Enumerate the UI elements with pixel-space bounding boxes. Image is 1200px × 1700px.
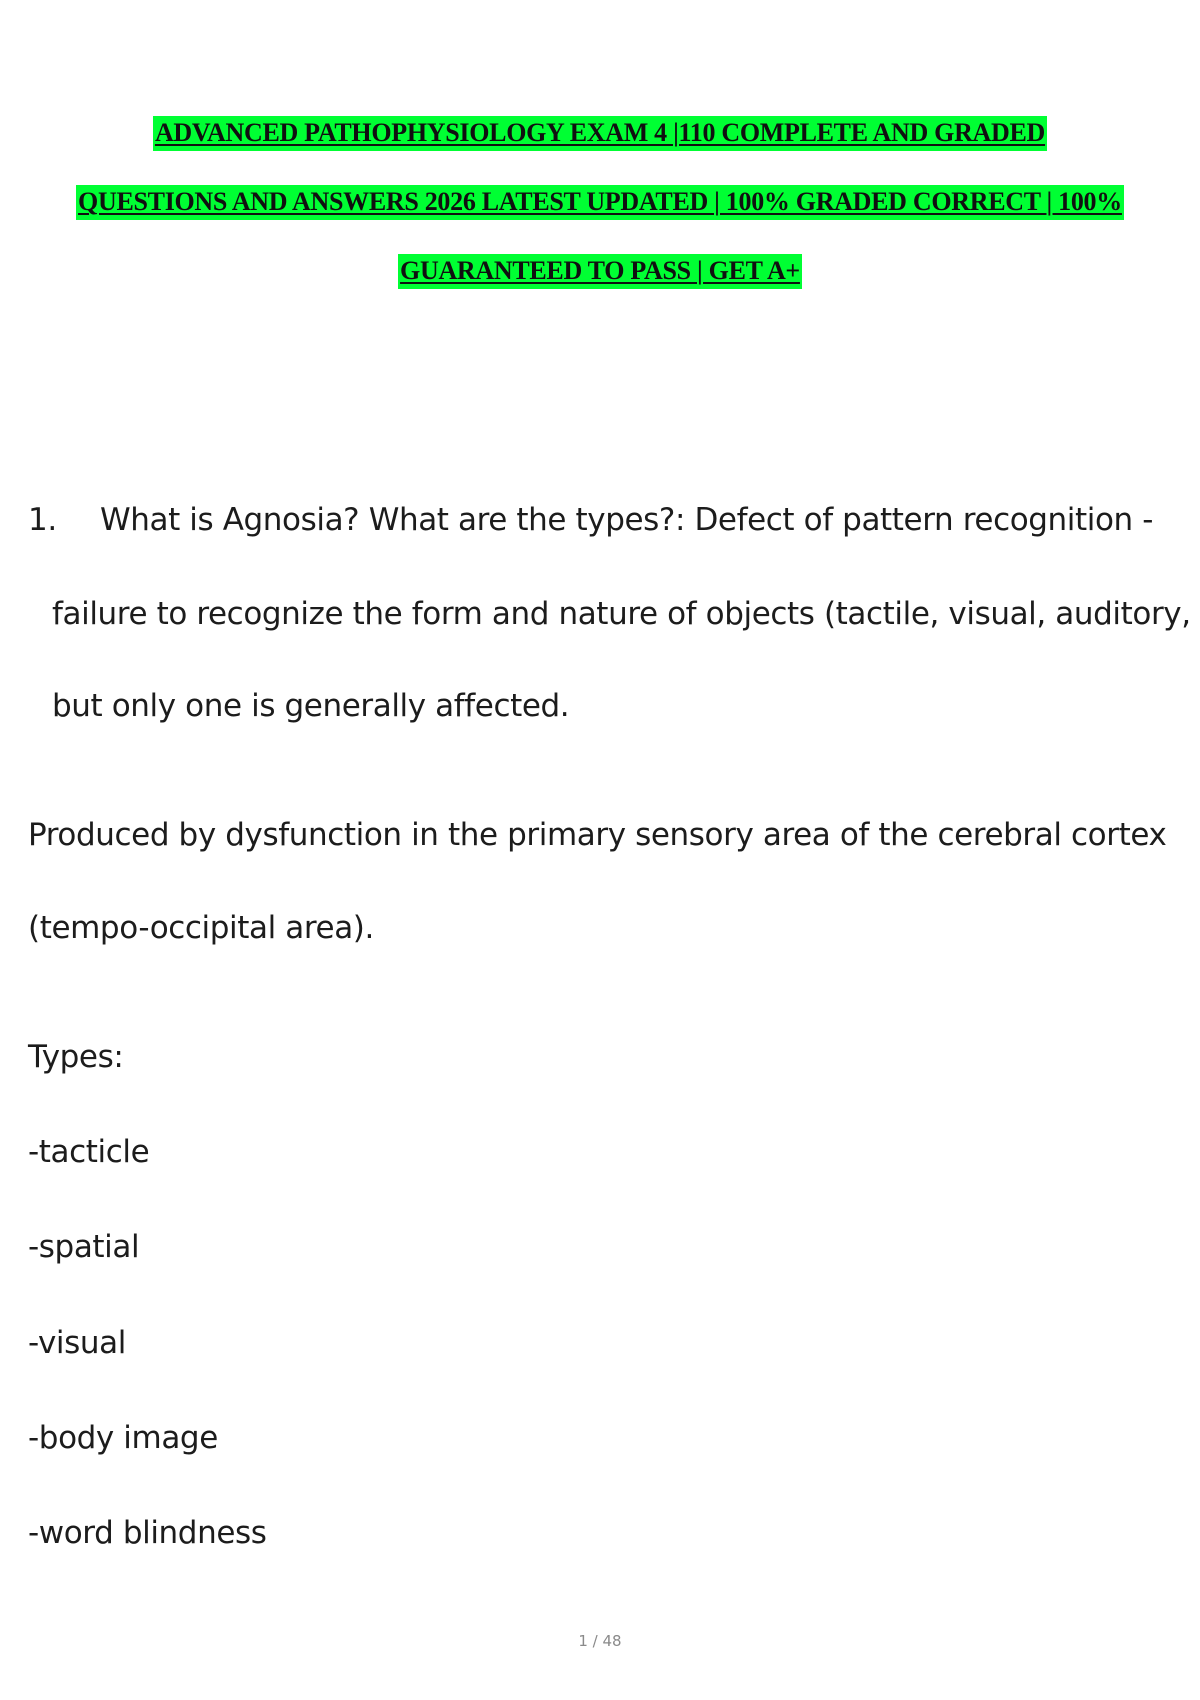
list-item: -word blindness	[28, 1515, 267, 1551]
question-text-line-2: failure to recognize the form and nature of objects (tactile, visual, auditory,	[52, 596, 1191, 632]
paragraph-line-1: Produced by dysfunction in the primary sensory area of the cerebral cortex	[28, 817, 1167, 853]
title-line-2	[0, 187, 1200, 217]
paragraph-line-2: (tempo-occipital area).	[28, 910, 374, 946]
question-text-line-1: What is Agnosia? What are the types?: Defect of pattern recognition -	[100, 502, 1154, 538]
list-item: -spatial	[28, 1229, 140, 1265]
title-line-3-text: GUARANTEED TO PASS | GET A+	[398, 254, 802, 289]
title-line-3	[0, 256, 1200, 286]
list-item: -tacticle	[28, 1134, 150, 1170]
list-item: -visual	[28, 1325, 126, 1361]
types-heading: Types:	[28, 1039, 124, 1075]
list-item: -body image	[28, 1420, 218, 1456]
title-line-1-text: ADVANCED PATHOPHYSIOLOGY EXAM 4 |110 COMPLETE AND GRADED	[153, 116, 1047, 151]
question-text-line-3: but only one is generally affected.	[52, 688, 570, 724]
title-line-2-text: QUESTIONS AND ANSWERS 2026 LATEST UPDATED | 100% GRADED CORRECT | 100%	[76, 185, 1124, 220]
question-number: 1.	[28, 502, 57, 538]
title-line-1	[0, 118, 1200, 148]
page-indicator: 1 / 48	[578, 1632, 622, 1650]
